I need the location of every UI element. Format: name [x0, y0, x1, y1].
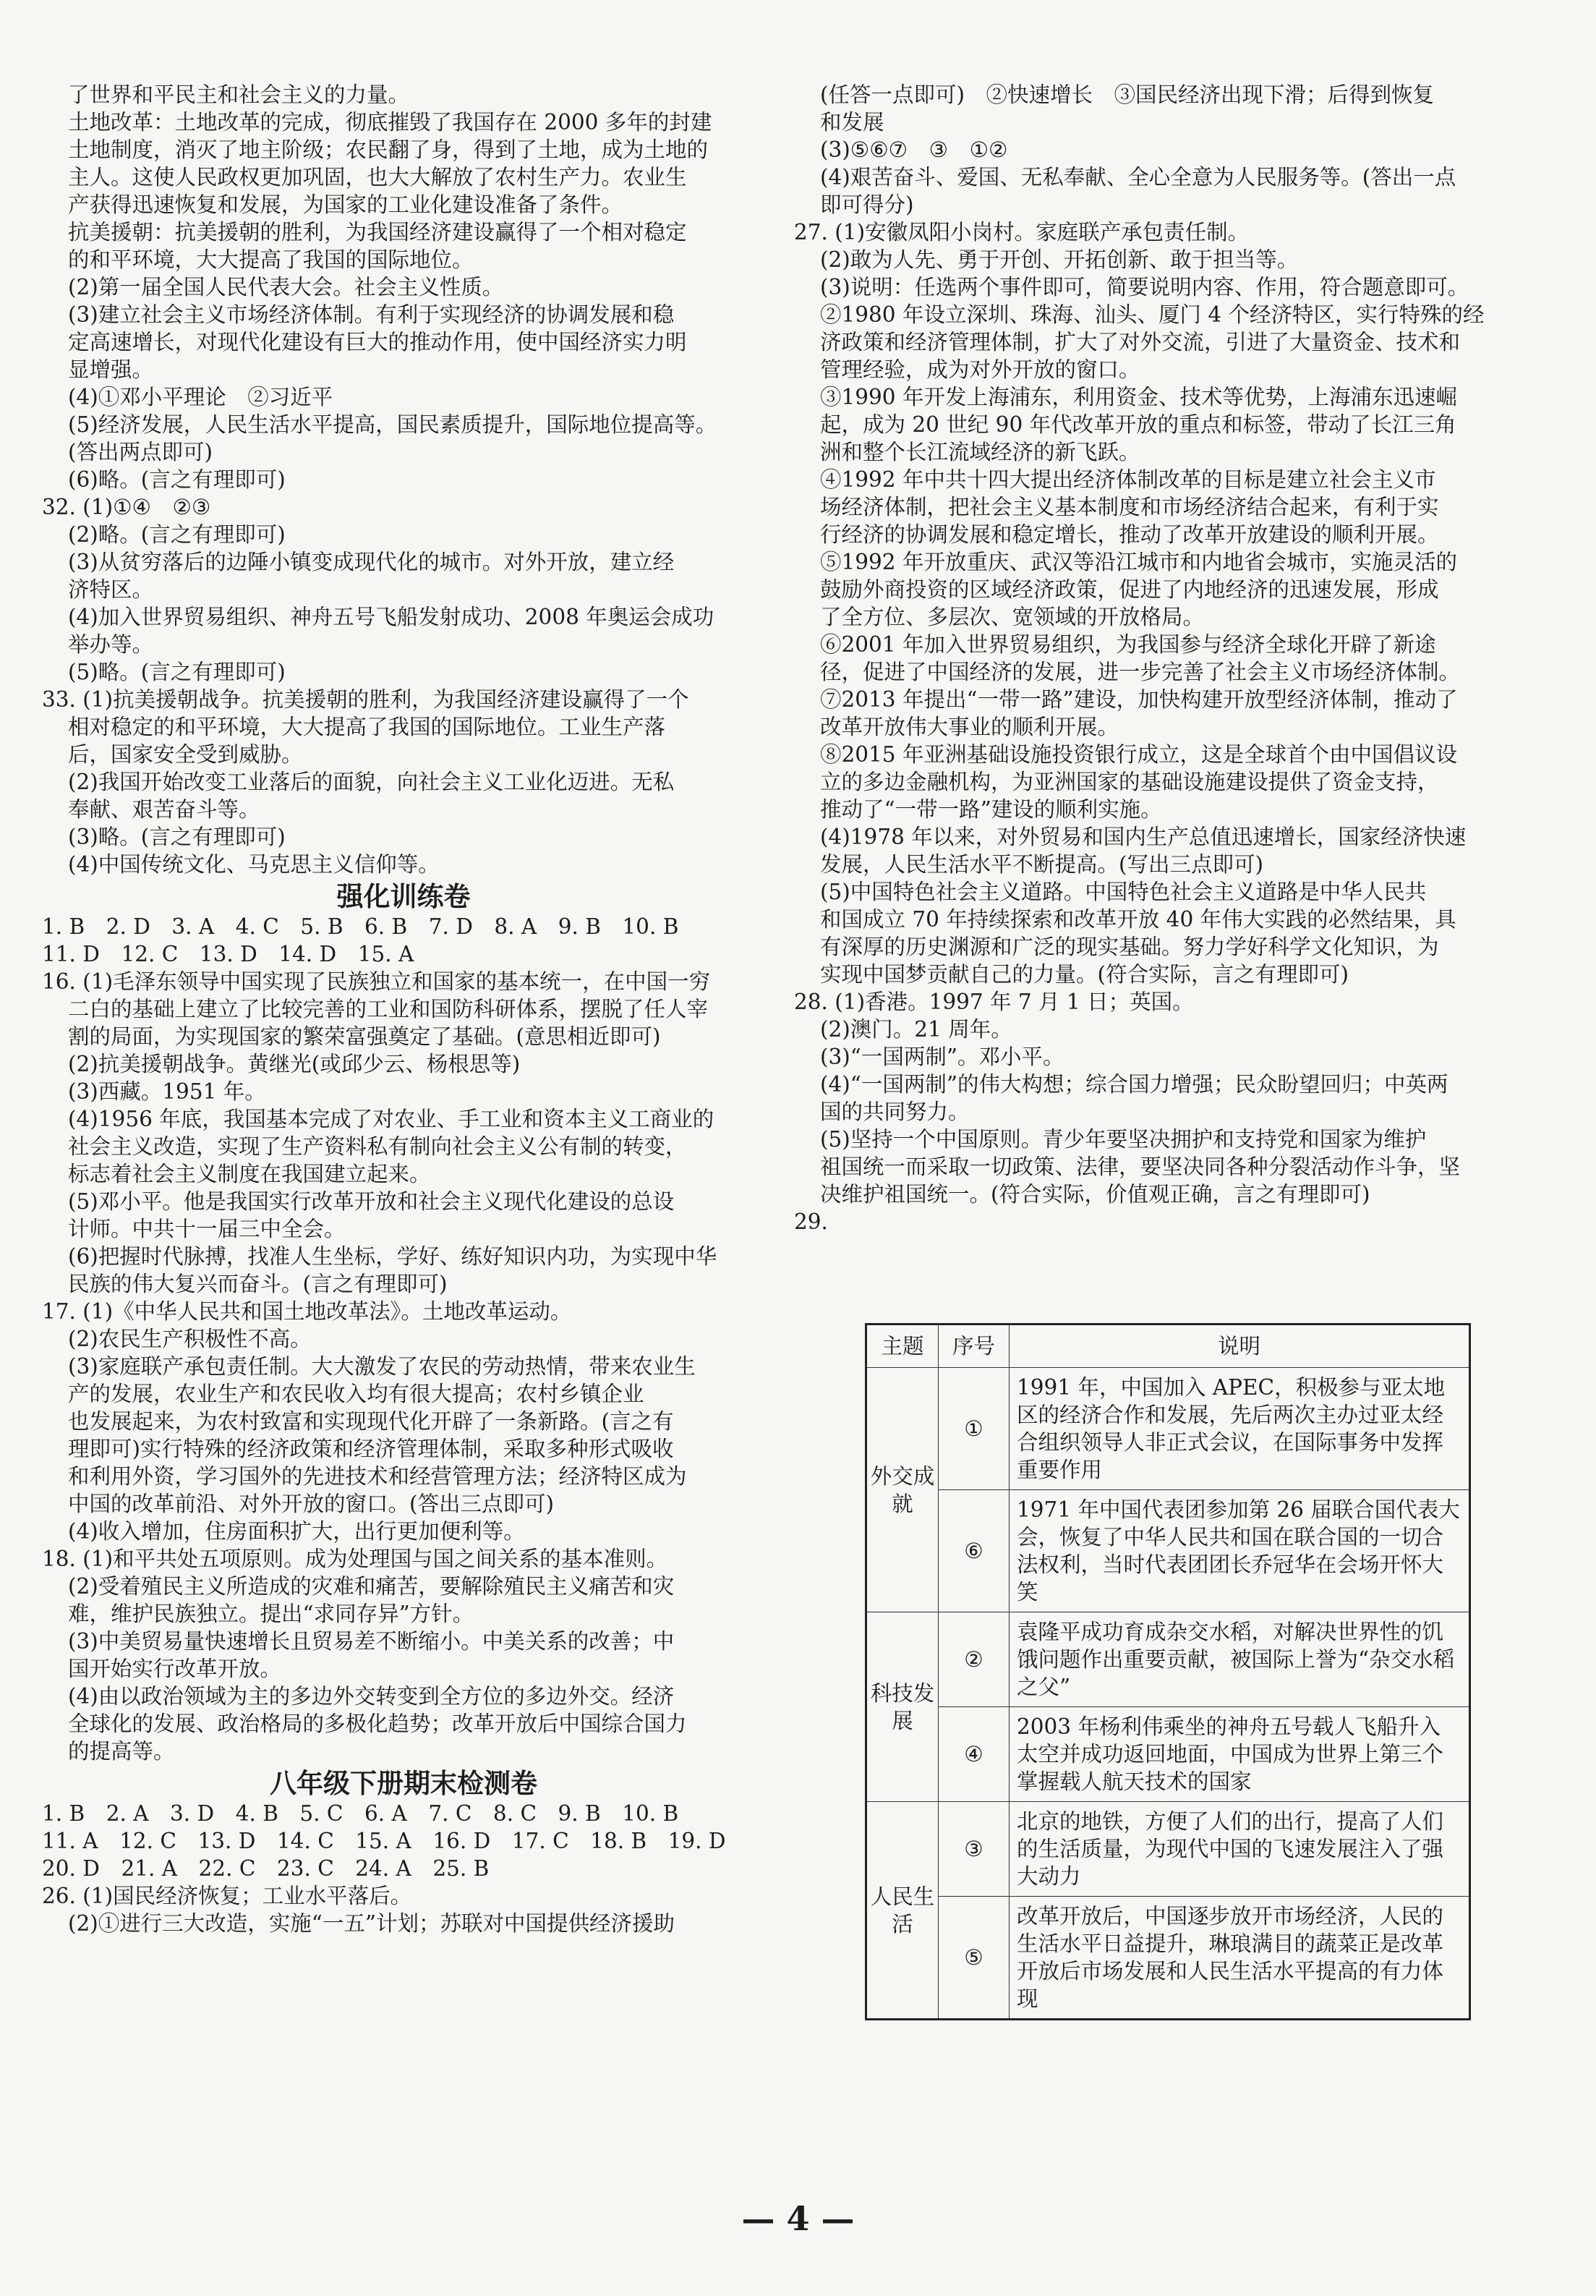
answer-line: (2)抗美援朝战争。黄继光(或邱少云、杨根思等)	[68, 1052, 521, 1076]
answer-line: 抗美援朝：抗美援朝的胜利，为我国经济建设赢得了一个相对稳定	[68, 220, 687, 245]
answer-line: 即可得分)	[820, 192, 914, 217]
answer-line: (4)由以政治领域为主的多边外交转变到全方位的多边外交。经济	[68, 1684, 675, 1709]
right-column	[794, 81, 1517, 1236]
answer-line: (3)“一国两制”。邓小平。	[820, 1045, 1064, 1069]
number-cell: ⑥	[939, 1490, 1010, 1612]
answer-line: 土地制度，消灭了地主阶级；农民翻了身，得到了土地，成为土地的	[68, 137, 709, 162]
answer-line: 鼓励外商投资的区域经济政策，促进了内地经济的迅速发展，形成	[820, 577, 1439, 602]
answer-line: 产的发展，农业生产和农民收入均有很大提高；农村乡镇企业	[68, 1382, 644, 1406]
section-heading: 八年级下册期末检测卷	[270, 1767, 537, 1799]
answer-line: 和国成立 70 年持续探索和改革开放 40 年伟大实践的必然结果，具	[820, 907, 1456, 932]
answer-line: 场经济体制，把社会主义基本制度和市场经济结合起来，有利于实	[820, 495, 1439, 519]
answer-line: 二白的基础上建立了比较完善的工业和国防科研体系，摆脱了任人宰	[68, 997, 709, 1021]
answer-line: (4)1956 年底，我国基本完成了对农业、手工业和资本主义工商业的	[68, 1107, 714, 1131]
answer-line: 发展，人民生活水平不断提高。(写出三点即可)	[820, 852, 1264, 877]
answer-line: (3)说明：任选两个事件即可，简要说明内容、作用，符合题意即可。	[820, 275, 1469, 299]
answer-line: (3)中美贸易量快速增长且贸易差不断缩小。中美关系的改善；中	[68, 1629, 675, 1654]
answer-line: (3)⑤⑥⑦ ③ ①②	[820, 137, 1008, 162]
number-cell: ④	[939, 1707, 1010, 1802]
answer-line: 有深厚的历史渊源和广泛的现实基础。努力学好科学文化知识，为	[820, 935, 1439, 959]
answer-line: (2)第一届全国人民代表大会。社会主义性质。	[68, 275, 504, 299]
table-row	[866, 1612, 1470, 1707]
answer-line: (2)略。(言之有理即可)	[68, 522, 286, 547]
description-cell: 袁隆平成功育成杂交水稻，对解决世界性的饥饿问题作出重要贡献，被国际上誉为“杂交水稻之父”	[1010, 1612, 1470, 1707]
answer-line: 全球化的发展、政治格局的多极化趋势；改革开放后中国综合国力	[68, 1712, 687, 1736]
answer-line: 标志着社会主义制度在我国建立起来。	[68, 1162, 431, 1186]
number-cell: ②	[939, 1612, 1010, 1707]
answer-line: 难，维护民族独立。提出“求同存异”方针。	[68, 1602, 474, 1626]
topic-cell: 科技发展	[866, 1612, 939, 1802]
answer-line: 济特区。	[68, 577, 154, 602]
answer-line: 奉献、艰苦奋斗等。	[68, 797, 260, 822]
answer-line: (3)从贫穷落后的边陲小镇变成现代化的城市。对外开放，建立经	[68, 550, 675, 574]
answer-line: 中国的改革前沿、对外开放的窗口。(答出三点即可)	[68, 1492, 555, 1516]
answer-line: 20. D 21. A 22. C 23. C 24. A 25. B	[42, 1856, 490, 1881]
answer-line: (5)邓小平。他是我国实行改革开放和社会主义现代化建设的总设	[68, 1189, 675, 1214]
answer-line: 显增强。	[68, 357, 154, 382]
number-cell: ③	[939, 1802, 1010, 1897]
answer-line: 土地改革：土地改革的完成，彻底摧毁了我国存在 2000 多年的封建	[68, 110, 712, 135]
answer-line: ⑧2015 年亚洲基础设施投资银行成立，这是全球首个由中国倡议设	[820, 742, 1457, 767]
table-row	[866, 1368, 1470, 1490]
answer-line: 18. (1)和平共处五项原则。成为处理国与国之间关系的基本准则。	[42, 1547, 668, 1571]
answer-line: ⑥2001 年加入世界贸易组织，为我国参与经济全球化开辟了新途	[820, 632, 1436, 657]
header-description: 说明	[1010, 1325, 1470, 1368]
answer-line: 11. D 12. C 13. D 14. D 15. A	[42, 942, 414, 966]
answer-line: 32. (1)①④ ②③	[42, 495, 211, 519]
answer-line: (任答一点即可) ②快速增长 ③国民经济出现下滑；后得到恢复	[820, 82, 1435, 107]
header-topic: 主题	[866, 1325, 939, 1368]
description-cell: 2003 年杨利伟乘坐的神舟五号载人飞船升入太空并成功返回地面，中国成为世界上第三个掌握载人航天技术的国家	[1010, 1707, 1470, 1802]
answer-line: (5)坚持一个中国原则。青少年要坚决拥护和支持党和国家为维护	[820, 1127, 1427, 1152]
page-number: — 4 —	[741, 2199, 855, 2238]
answer-line: 国开始实行改革开放。	[68, 1657, 282, 1681]
answer-line: (4)艰苦奋斗、爱国、无私奉献、全心全意为人民服务等。(答出一点	[820, 165, 1456, 190]
answer-line: (6)把握时代脉搏，找准人生坐标，学好、练好知识内功，为实现中华	[68, 1244, 717, 1269]
answer-line: 相对稳定的和平环境，大大提高了我国的国际地位。工业生产落	[68, 715, 666, 739]
answer-line: (答出两点即可)	[68, 440, 213, 464]
answer-line: 26. (1)国民经济恢复；工业水平落后。	[42, 1884, 412, 1908]
table-row	[866, 1490, 1470, 1612]
answer-line: (4)收入增加，住房面积扩大，出行更加便利等。	[68, 1519, 525, 1544]
answer-table-q29	[865, 1323, 1471, 2020]
table-row	[866, 1802, 1470, 1897]
answer-line: 16. (1)毛泽东领导中国实现了民族独立和国家的基本统一，在中国一穷	[42, 969, 711, 994]
answer-line: 了全方位、多层次、宽领域的开放格局。	[820, 605, 1205, 629]
answer-line: 计师。中共十一届三中全会。	[68, 1217, 346, 1241]
table-body	[866, 1368, 1470, 2020]
answer-line: 产获得迅速恢复和发展，为国家的工业化建设准备了条件。	[68, 192, 623, 217]
answer-line: 割的局面，为实现国家的繁荣富强奠定了基础。(意思相近即可)	[68, 1024, 661, 1049]
answer-line: ⑤1992 年开放重庆、武汉等沿江城市和内地省会城市，实施灵活的	[820, 550, 1457, 574]
answer-line: ⑦2013 年提出“一带一路”建设，加快构建开放型经济体制，推动了	[820, 687, 1458, 712]
answer-line: (2)我国开始改变工业落后的面貌，向社会主义工业化迈进。无私	[68, 770, 675, 794]
answer-line: ③1990 年开发上海浦东，利用资金、技术等优势，上海浦东迅速崛	[820, 385, 1457, 409]
answer-line: 27. (1)安徽凤阳小岗村。家庭联产承包责任制。	[794, 220, 1250, 245]
answer-line: 定高速增长，对现代化建设有巨大的推动作用，使中国经济实力明	[68, 330, 687, 354]
answer-line: 33. (1)抗美援朝战争。抗美援朝的胜利，为我国经济建设赢得了一个	[42, 687, 689, 712]
answer-line: 29.	[794, 1209, 828, 1234]
answer-line: 的和平环境，大大提高了我国的国际地位。	[68, 247, 474, 272]
answer-line: (3)西藏。1951 年。	[68, 1079, 266, 1104]
answer-line: 理即可)实行特殊的经济政策和经济管理体制，采取多种形式吸收	[68, 1437, 674, 1461]
answer-line: 立的多边金融机构，为亚洲国家的基础设施建设提供了资金支持，	[820, 770, 1439, 794]
answer-line: (3)建立社会主义市场经济体制。有利于实现经济的协调发展和稳	[68, 302, 675, 327]
answer-line: 和利用外资，学习国外的先进技术和经营管理方法；经济特区成为	[68, 1464, 687, 1489]
answer-line: (3)家庭联产承包责任制。大大激发了农民的劳动热情，带来农业生	[68, 1354, 696, 1379]
answer-line: 实现中国梦贡献自己的力量。(符合实际，言之有理即可)	[820, 962, 1349, 987]
answer-line: (4)中国传统文化、马克思主义信仰等。	[68, 852, 440, 877]
answer-line: 28. (1)香港。1997 年 7 月 1 日；英国。	[794, 990, 1194, 1014]
answer-line: 管理经验，成为对外开放的窗口。	[820, 357, 1140, 382]
answer-line: ②1980 年设立深圳、珠海、汕头、厦门 4 个经济特区，实行特殊的经	[820, 302, 1485, 327]
answer-line: 后，国家安全受到威胁。	[68, 742, 303, 767]
answer-line: 国的共同努力。	[820, 1100, 970, 1124]
table-header-row	[866, 1325, 1470, 1368]
description-cell: 改革开放后，中国逐步放开市场经济，人民的生活水平日益提升，琳琅满目的蔬菜正是改革开放后市场发展和人民生活水平提高的有力体现	[1010, 1897, 1470, 2020]
table-row	[866, 1707, 1470, 1802]
answer-line: 也发展起来，为农村致富和实现现代化开辟了一条新路。(言之有	[68, 1409, 674, 1434]
number-cell: ①	[939, 1368, 1010, 1490]
answer-line: 17. (1)《中华人民共和国土地改革法》。土地改革运动。	[42, 1299, 572, 1324]
answer-line: 的提高等。	[68, 1739, 175, 1764]
answer-line: (2)澳门。21 周年。	[820, 1017, 1012, 1042]
answer-line: 社会主义改造，实现了生产资料私有制向社会主义公有制的转变，	[68, 1134, 687, 1159]
answer-line: 改革开放伟大事业的顺利开展。	[820, 715, 1119, 739]
answer-line: (2)①进行三大改造，实施“一五”计划；苏联对中国提供经济援助	[68, 1911, 675, 1936]
answer-line: 洲和整个长江流域经济的新飞跃。	[820, 440, 1140, 464]
answer-line: 1. B 2. A 3. D 4. B 5. C 6. A 7. C 8. C 9. B 10. B	[42, 1801, 679, 1826]
answer-line: 主人。这使人民政权更加巩固，也大大解放了农村生产力。农业生	[68, 165, 687, 190]
answer-line: (4)加入世界贸易组织、神舟五号飞船发射成功、2008 年奥运会成功	[68, 605, 714, 629]
answer-line: 和发展	[820, 110, 884, 135]
answer-line: 起，成为 20 世纪 90 年代改革开放的重点和标签，带动了长江三角	[820, 412, 1456, 437]
answer-line: (4)①邓小平理论 ②习近平	[68, 385, 333, 409]
answer-line: (5)中国特色社会主义道路。中国特色社会主义道路是中华人民共	[820, 880, 1427, 904]
description-cell: 1971 年中国代表团参加第 26 届联合国代表大会，恢复了中华人民共和国在联合国的一切合法权利，当时代表团团长乔冠华在会场开怀大笑	[1010, 1490, 1470, 1612]
answer-line: (2)敢为人先、勇于开创、开拓创新、敢于担当等。	[820, 247, 1299, 272]
answer-line: (2)受着殖民主义所造成的灾难和痛苦，要解除殖民主义痛苦和灾	[68, 1574, 675, 1599]
answer-line: 祖国统一而采取一切政策、法律，要坚决同各种分裂活动作斗争，坚	[820, 1155, 1461, 1179]
answer-line: 了世界和平民主和社会主义的力量。	[68, 82, 410, 107]
answer-line: 11. A 12. C 13. D 14. C 15. A 16. D 17. C 18. B 19. D	[42, 1829, 726, 1853]
header-number: 序号	[939, 1325, 1010, 1368]
answer-line: 举办等。	[68, 632, 154, 657]
answer-line: 民族的伟大复兴而奋斗。(言之有理即可)	[68, 1272, 448, 1296]
answer-line: 行经济的协调发展和稳定增长，推动了改革开放建设的顺利开展。	[820, 522, 1439, 547]
topic-cell: 外交成就	[866, 1368, 939, 1612]
topic-cell: 人民生活	[866, 1802, 939, 2020]
answer-line: 决维护祖国统一。(符合实际，价值观正确，言之有理即可)	[820, 1182, 1370, 1207]
description-cell: 北京的地铁，方便了人们的出行，提高了人们的生活质量，为现代中国的飞速发展注入了强大动力	[1010, 1802, 1470, 1897]
answer-line: (4)1978 年以来，对外贸易和国内生产总值迅速增长，国家经济快速	[820, 825, 1467, 849]
answer-line: 径，促进了中国经济的发展，进一步完善了社会主义市场经济体制。	[820, 660, 1461, 684]
answer-line: (3)略。(言之有理即可)	[68, 825, 286, 849]
answer-line: (5)略。(言之有理即可)	[68, 660, 286, 684]
section-heading: 强化训练卷	[336, 880, 471, 912]
answer-line: (6)略。(言之有理即可)	[68, 467, 286, 492]
table-row	[866, 1897, 1470, 2020]
answer-line: (2)农民生产积极性不高。	[68, 1327, 312, 1351]
answer-line: 推动了“一带一路”建设的顺利实施。	[820, 797, 1162, 822]
answer-line: (5)经济发展，人民生活水平提高，国民素质提升，国际地位提高等。	[68, 412, 717, 437]
answer-line: 1. B 2. D 3. A 4. C 5. B 6. B 7. D 8. A 9. B 10. B	[42, 914, 679, 939]
number-cell: ⑤	[939, 1897, 1010, 2020]
description-cell: 1991 年，中国加入 APEC，积极参与亚太地区的经济合作和发展，先后两次主办过亚太经合组织领导人非正式会议，在国际事务中发挥重要作用	[1010, 1368, 1470, 1490]
answer-line: 济政策和经济管理体制，扩大了对外交流，引进了大量资金、技术和	[820, 330, 1461, 354]
answer-line: (4)“一国两制”的伟大构想；综合国力增强；民众盼望回归；中英两	[820, 1072, 1448, 1097]
answer-line: ④1992 年中共十四大提出经济体制改革的目标是建立社会主义市	[820, 467, 1436, 492]
left-column	[42, 81, 765, 1937]
